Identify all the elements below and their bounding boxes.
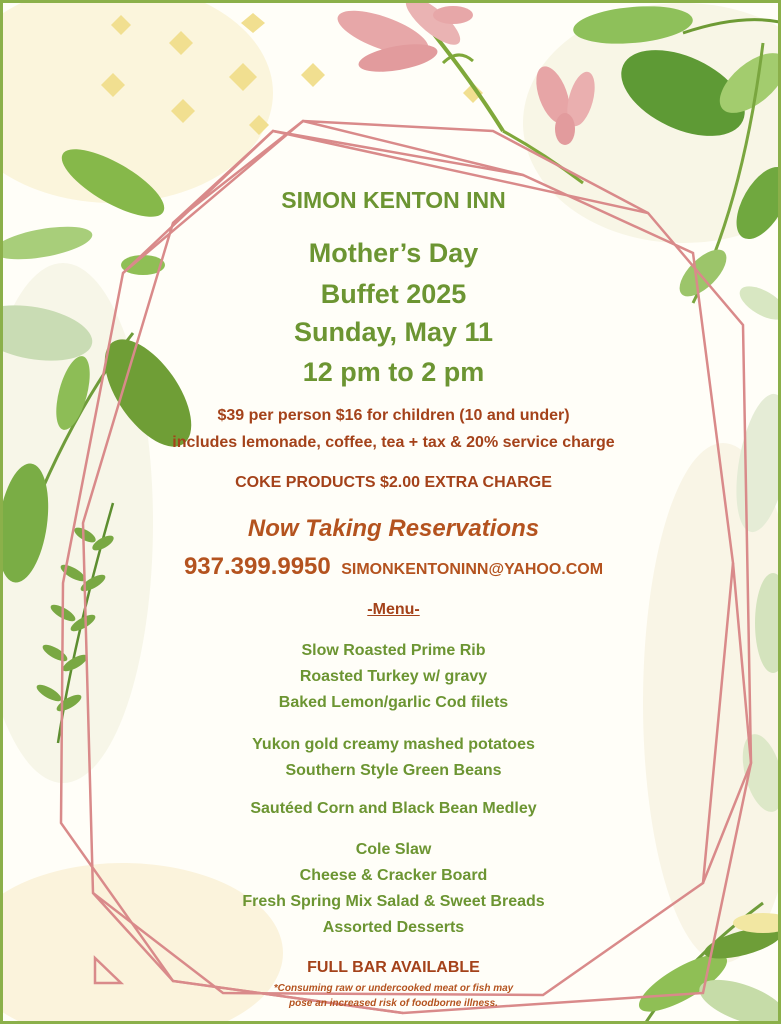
flyer-content [3,3,781,1024]
event-date: Sunday, May 11 [293,317,494,347]
coke-note: COKE PRODUCTS $2.00 EXTRA CHARGE [235,474,552,491]
event-title-line-2: Buffet 2025 [320,279,467,309]
price-line-1: $39 per person $16 for children (10 and under) [217,407,570,424]
menu-item: Cole Slaw [355,841,432,858]
menu-item: Cheese & Cracker Board [299,867,488,884]
full-bar-note: FULL BAR AVAILABLE [307,959,480,976]
email-address: SIMONKENTONINN@YAHOO.COM [341,561,604,578]
phone-number: 937.399.9950 [183,553,331,580]
health-warning-line-1: *Consuming raw or undercooked meat or fish may [273,983,514,994]
price-line-2: includes lemonade, coffee, tea + tax & 20% service charge [172,434,615,451]
menu-item: Baked Lemon/garlic Cod filets [278,694,509,711]
event-title-line-1: Mother’s Day [308,238,479,268]
menu-item: Assorted Desserts [322,919,465,936]
reservations-heading: Now Taking Reservations [247,515,540,542]
menu-item: Slow Roasted Prime Rib [301,642,486,659]
health-warning-line-2: pose an increased risk of foodborne illness. [289,998,498,1009]
menu-item: Fresh Spring Mix Salad & Sweet Breads [242,893,545,910]
contact-line [3,553,781,581]
menu-item: Yukon gold creamy mashed potatoes [252,736,535,753]
event-time: 12 pm to 2 pm [302,357,485,387]
menu-item: Southern Style Green Beans [285,762,502,779]
menu-item: Sautéed Corn and Black Bean Medley [250,800,537,817]
menu-heading: -Menu- [367,601,420,618]
inn-name: SIMON KENTON INN [281,187,506,213]
menu-item: Roasted Turkey w/ gravy [299,668,488,685]
